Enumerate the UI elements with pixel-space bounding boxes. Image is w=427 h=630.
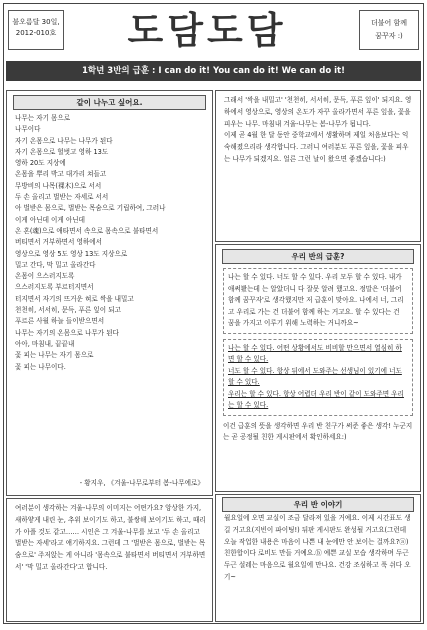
poem-line: 꽃 피는 나무는 자기 몸으로 [15, 351, 94, 360]
poem-line: 나무는 자기의 온몸으로 나무가 된다 [15, 328, 119, 337]
poem-line: 으스러지도록 부르터지면서 [15, 283, 94, 292]
commentary-text: 여러분이 생각하는 겨울-나무의 이미지는 어떤가요? 앙상한 가지, 새하얗게 내린 눈, 추위 보이기도 하고, 불쌍해 보이기도 하고, 때리가 아플 것도 같고…… 시인은 그 겨울-나무를 보고 '두 손 올리고 벌받는 자세'라고 얘기하지요. 그런데 그 '벌받은 몸으로, 벌받는 목숨으로' 주저앉는 게 아니라 '몸속으로 불타면서 버티면서 거부하면서' '막 밀고 올라간다'고 합니다. [15, 504, 206, 571]
motto-line-2: 꿈꾸자 :) [375, 32, 403, 40]
motto-explanation-1: 나는 할 수 있다. 너도 할 수 있다. 우리 모두 할 수 있다. 내가 애써봤는데 는 알았더니 다 잘못 알려 했고요. 정말은 '더불어 함께 꿈꾸자'로 생각했지만 저 급훈이 맞아요. 나에서 너, 그리고 우리로 가는 건 더불어 함께 하는 거고요. 할 수 있다는 건 꿈을 가지고 이루기 위해 노력하는 거니까요~ [223, 268, 413, 334]
poem-line: 아 벌받은 몸으로, 벌받는 목숨으로 기립하여, 그러나 [15, 204, 166, 213]
commentary-section [6, 498, 213, 622]
poem-line: 온 혼(魂)으로 애타면서 속으로 몸속으로 불타면서 [15, 226, 159, 235]
poem-text [15, 113, 206, 373]
class-motto-section [215, 244, 421, 492]
class-story-title: 우리 반 이야기 [222, 497, 414, 512]
poem-line: 나무이다 [15, 125, 41, 134]
poem-line: 영상으로 영상 5도 영상 13도 지상으로 [15, 249, 128, 258]
poem-line: 온몸을 뿌리 박고 대가리 쳐들고 [15, 170, 107, 179]
poem-line: 나무는 자기 몸으로 [15, 114, 71, 122]
motto-box [359, 10, 419, 50]
poem-author: - 황지우, 《겨울-나무로부터 봄-나무에로》 [79, 479, 204, 487]
reflection-text: 그래서 '싹을 내밀고' '천천히, 서서히, 문득, 푸른 잎이' 되지요. 영하에서 영상으로, 영상의 온도가 자꾸 올라가면서 푸른 잎을, 꽃을 피우는 나무. 마침내 겨울-나무는 봄-나무가 됩니다. 이제 곧 4월 한 달 동안 중학교에서 생활하며 제일 처음보다는 익숙해졌으리라 생각합니다. 그러니 여러분도 푸른 잎을, 꽃을 피우는 나무가 되겠지요. 얼른 그런 날이 왔으면 좋겠습니다:) [224, 96, 412, 163]
newsletter-page [3, 3, 424, 624]
poem-section-title: 같이 나누고 싶어요. [13, 95, 206, 110]
header [4, 4, 423, 56]
poem-line: 버티면서 거부하면서 영하에서 [15, 238, 102, 247]
motto-line-1: 더불어 함께 [370, 19, 408, 27]
poem-line: 자기 온몸으로 헐벗고 영하 13도 [15, 147, 109, 156]
poem-line: 꽃 피는 나무이다. [15, 362, 66, 371]
class-motto-bar: 1학년 3반의 급훈 : I can do it! You can do it! We can do it! [6, 61, 421, 81]
issue-date: 불오름달 30일, [12, 18, 60, 26]
class-motto-title: 우리 반의 급훈? [222, 249, 414, 264]
poem-line: 영하 20도 지상에 [15, 159, 66, 168]
poem-line: 아아, 마침내, 끝끝내 [15, 339, 75, 348]
poem-section [6, 90, 213, 496]
poem-line: 온몸이 으스러지도록 [15, 272, 75, 281]
poem-line: 푸르른 사월 하늘 들이받으면서 [15, 317, 105, 326]
poem-line: 자기 온몸으로 나무는 나무가 된다 [15, 136, 113, 145]
poem-line: 천천히, 서서히, 문득, 푸른 잎이 되고 [15, 306, 121, 315]
class-story-text: 월요일에 오면 교실이 조금 달라져 있을 거예요. 이제 시간표도 생길 거고요(지빈이 파이팅!) 뒤판 게시판도 완성될 거고요(그런데 오늘 작업한 내용은 마음이 나쁜 내 눈에만 안 보이는 걸까요?ⓐ) 친한합이다 로비도 만들 거예요.ⓑ 예쁜 교실 모습 생각하며 두근두근 설레는 마음으로 월요일에 만나요. 건강 조심하고 푹 쉬다 오기~ [224, 514, 411, 581]
poem-line: 밀고 간다, 막 밀고 올라간다 [15, 260, 96, 269]
poem-line: 터지면서 자기의 뜨거운 혀로 싹을 내밀고 [15, 294, 134, 303]
reflection-section [215, 90, 421, 242]
class-story-section [215, 494, 421, 622]
poem-line: 무방비의 나목(裸木)으로 서서 [15, 181, 102, 190]
motto-note: 이건 급훈의 뜻을 생각하면 우리 반 친구가 써준 좋은 생각! 누군지는 곧 공정될 친한 게시판에서 확인하세요:) [223, 421, 413, 442]
issue-info-box [8, 10, 64, 50]
poem-line: 이게 아닌데 이게 아닌데 [15, 215, 85, 224]
poem-line: 두 손 올리고 벌받는 자세로 서서 [15, 193, 109, 202]
issue-number: 2012-010호 [15, 29, 57, 37]
motto-explanation-2: 나는 할 수 있다. 어떤 상황에서도 비비할 만으면서 열심히 하면 할 수 있다. 너도 할 수 있다. 항상 뒤에서 도와주는 선생님이 있기에 너도 할 수 있다. 우리는 할 수 있다. 항상 어렵더 우리 반이 같이 도와주면 우리는 할 수 있다. [223, 339, 413, 416]
newsletter-title: 도담도담 [127, 8, 287, 52]
